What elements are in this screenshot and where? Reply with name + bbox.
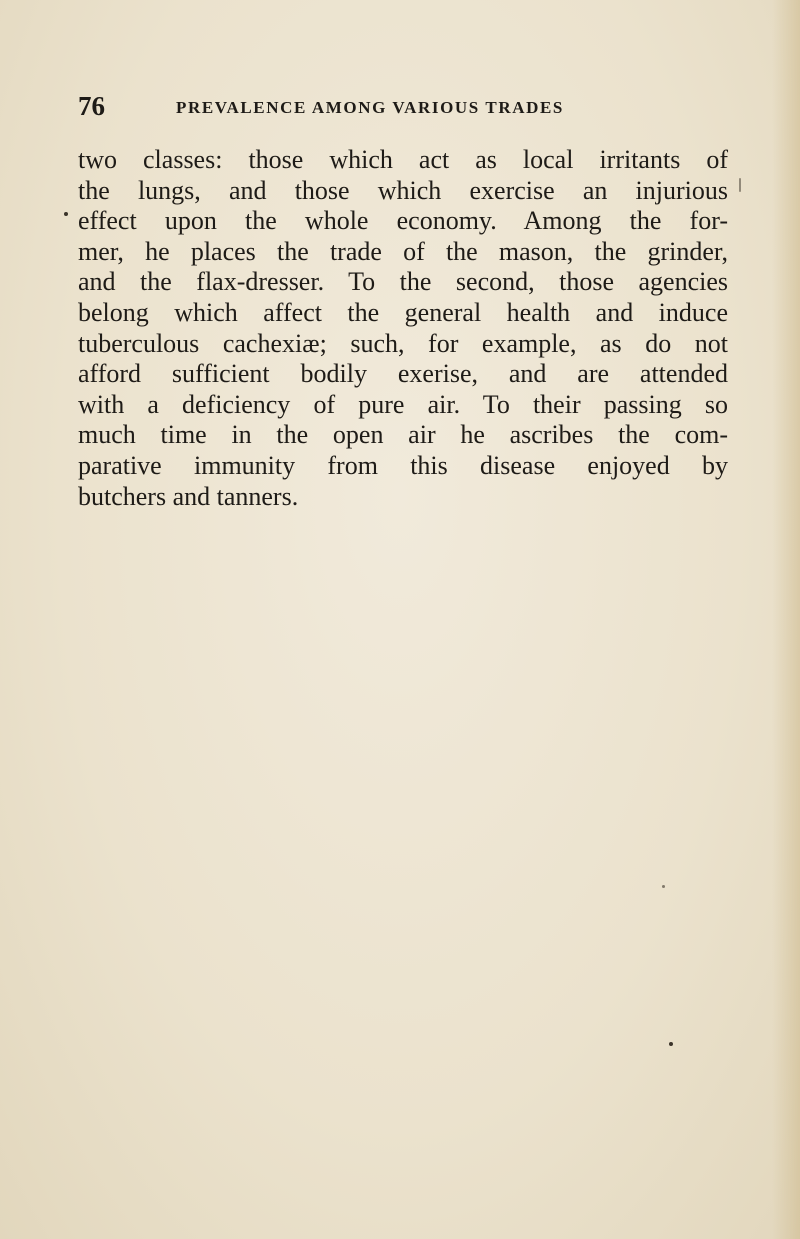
page-number: 76 bbox=[78, 91, 105, 121]
text-line: with a deficiency of pure air. To their passing so bbox=[78, 389, 728, 419]
text-line: tuberculous cachexiæ; such, for example, as do not bbox=[78, 328, 728, 358]
text-line: the lungs, and those which exercise an injurious bbox=[78, 175, 728, 205]
text-line: much time in the open air he ascribes the com- bbox=[78, 420, 728, 450]
text-line: butchers and tanners. bbox=[78, 481, 299, 511]
text-line: mer, he places the trade of the mason, the grinder, bbox=[78, 236, 728, 266]
paper-speck bbox=[64, 212, 68, 216]
text-line: parative immunity from this disease enjoyed by bbox=[78, 450, 728, 480]
paper-speck bbox=[739, 178, 741, 192]
text-line: afford sufficient bodily exerise, and are attended bbox=[78, 359, 728, 389]
paper-speck bbox=[669, 1042, 673, 1046]
body-paragraph bbox=[78, 145, 728, 512]
text-line: and the flax-dresser. To the second, those agencies bbox=[78, 267, 728, 297]
paper-speck bbox=[662, 885, 665, 888]
text-line: effect upon the whole economy. Among the for- bbox=[78, 206, 728, 236]
running-head-title: PREVALENCE AMONG VARIOUS TRADES bbox=[176, 98, 564, 117]
text-line: belong which affect the general health and induce bbox=[78, 297, 728, 327]
text-line: two classes: those which act as local irritants of bbox=[78, 145, 728, 174]
running-head bbox=[78, 90, 738, 126]
page-edge-shadow bbox=[772, 0, 800, 1239]
